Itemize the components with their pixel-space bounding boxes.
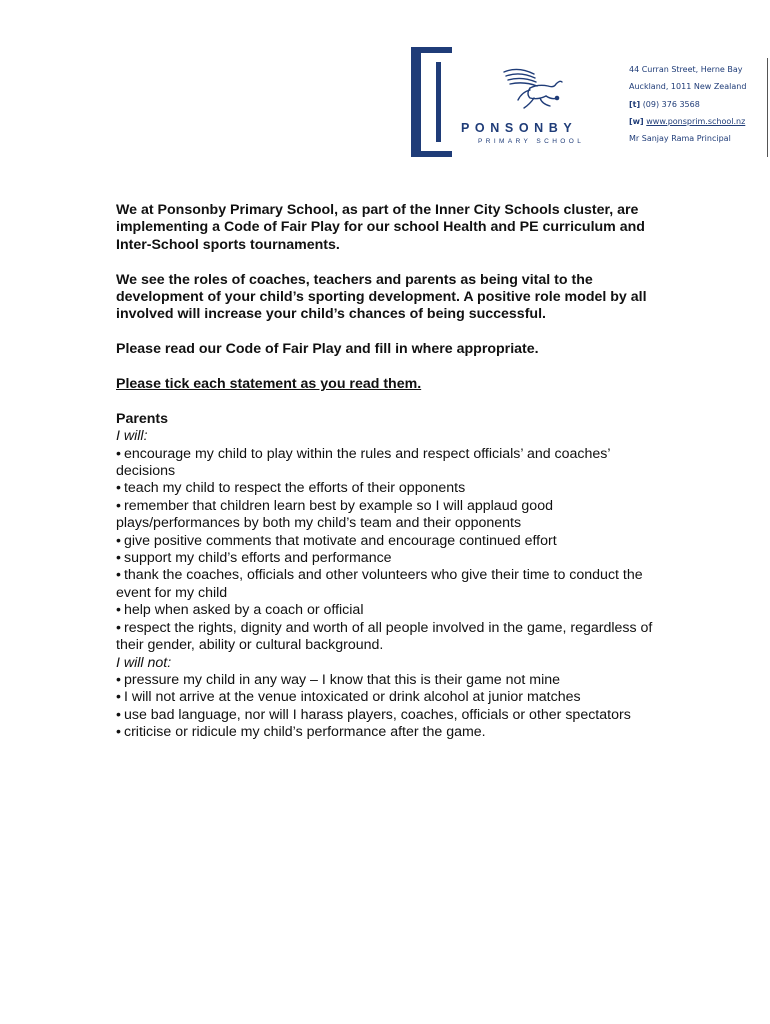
logo-bracket-inner xyxy=(436,62,441,142)
list-item xyxy=(116,480,656,497)
list-item-text: use bad language, nor will I harass players, coaches, officials or other spectators xyxy=(123,706,631,723)
list-item-text: teach my child to respect the efforts of their opponents xyxy=(123,480,466,497)
list-item xyxy=(116,689,656,706)
bullet-icon: • xyxy=(116,724,121,741)
list-item-text: help when asked by a coach or official xyxy=(123,602,364,619)
principal-line: Mr Sanjay Rama Principal xyxy=(629,134,731,144)
list-item xyxy=(116,567,656,602)
list-item-text: support my child’s efforts and performance xyxy=(123,550,392,567)
intro-paragraph: We at Ponsonby Primary School, as part of the Inner City Schools cluster, are implementing a Code of Fair Play for our school Health and PE curriculum and Inter-School sports tournaments. xyxy=(116,202,645,253)
please-read-paragraph: Please read our Code of Fair Play and fill in where appropriate. xyxy=(116,341,539,358)
bullet-icon: • xyxy=(116,480,121,497)
letterhead-divider xyxy=(767,58,768,157)
bullet-icon: • xyxy=(116,706,121,723)
school-name: PONSONBY xyxy=(461,121,578,135)
list-item-text: encourage my child to play within the rules and respect officials’ and coaches’ decisions xyxy=(116,445,611,480)
list-item xyxy=(116,672,656,689)
list-item-text: I will not arrive at the venue intoxicated or drink alcohol at junior matches xyxy=(123,689,581,706)
bullet-icon: • xyxy=(116,689,121,706)
list-item xyxy=(116,620,656,655)
list-item-text: pressure my child in any way – I know that this is their game not mine xyxy=(123,671,561,688)
tick-instruction: Please tick each statement as you read them. xyxy=(116,376,422,393)
web-line xyxy=(629,113,769,130)
list-item-text: remember that children learn best by example so I will applaud good plays/performances by both my child’s team and their opponents xyxy=(116,497,553,532)
pegasus-icon xyxy=(500,64,566,114)
phone-line xyxy=(629,96,769,113)
list-item xyxy=(116,533,656,550)
bullet-icon: • xyxy=(116,445,121,462)
bullet-icon: • xyxy=(116,497,121,514)
list-item xyxy=(116,707,656,724)
roles-paragraph: We see the roles of coaches, teachers and parents as being vital to the development of your child’s sporting development. A positive role model by all involved will increase your child’s chances of being successful. xyxy=(116,271,647,323)
phone-number: (09) 376 3568 xyxy=(642,99,700,109)
list-item xyxy=(116,550,656,567)
will-not-label: I will not: xyxy=(116,654,172,671)
letter-body xyxy=(116,202,656,742)
list-item-text: respect the rights, dignity and worth of all people involved in the game, regardless of their gender, ability or cultural background. xyxy=(116,619,653,654)
list-item xyxy=(116,446,656,481)
bullet-icon: • xyxy=(116,532,121,549)
list-item-text: thank the coaches, officials and other volunteers who give their time to conduct the event for my child xyxy=(116,567,643,601)
contact-block xyxy=(629,61,769,147)
list-item-text: give positive comments that motivate and encourage continued effort xyxy=(123,532,557,549)
bullet-icon: • xyxy=(116,619,121,636)
list-item xyxy=(116,602,656,619)
logo-bracket-bottom xyxy=(411,151,452,157)
will-not-list xyxy=(116,672,656,742)
phone-tag: [t] xyxy=(629,99,641,109)
school-subtitle: PRIMARY SCHOOL xyxy=(478,138,585,145)
bullet-icon: • xyxy=(116,550,121,567)
bullet-icon: • xyxy=(116,567,121,584)
will-list xyxy=(116,446,656,655)
will-label: I will: xyxy=(116,428,148,445)
web-tag: [w] xyxy=(629,116,644,126)
logo-bracket-top xyxy=(411,47,452,53)
website-link[interactable]: www.ponsprim.school.nz xyxy=(646,116,746,126)
list-item xyxy=(116,498,656,533)
parents-heading: Parents xyxy=(116,410,169,427)
logo-bracket-bar xyxy=(411,47,421,157)
list-item xyxy=(116,724,656,741)
address-line-2: Auckland, 1011 New Zealand xyxy=(629,82,747,92)
address-line-1: 44 Curran Street, Herne Bay xyxy=(629,65,743,74)
bullet-icon: • xyxy=(116,602,121,619)
list-item-text: criticise or ridicule my child’s performance after the game. xyxy=(123,724,486,741)
bullet-icon: • xyxy=(116,671,121,688)
